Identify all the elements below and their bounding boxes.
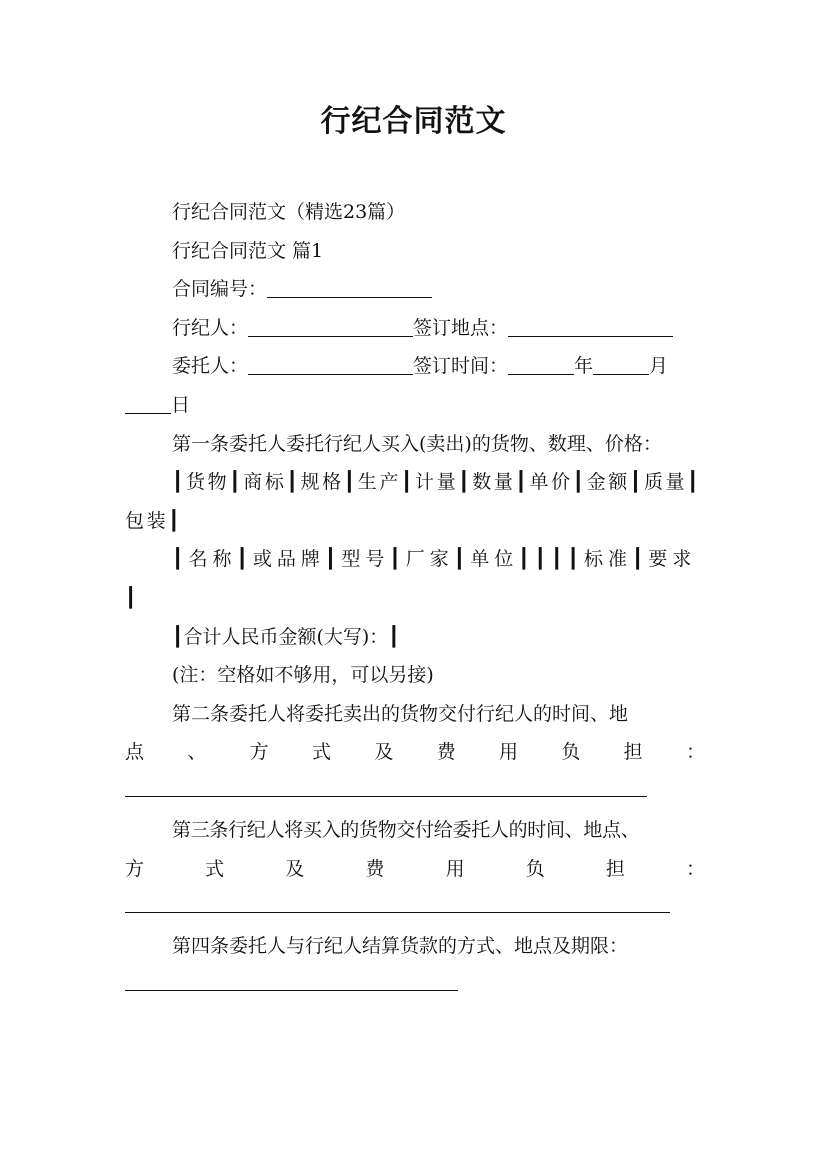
clause-4: 第四条委托人与行纪人结算货款的方式、地点及期限： — [172, 935, 629, 958]
table-row-total: ┃合计人民币金额(大写)：┃ — [172, 625, 400, 648]
principal-line — [125, 347, 705, 386]
day-blank — [125, 391, 171, 414]
document-body — [125, 193, 705, 1005]
sign-place-label: 签订地点： — [413, 316, 509, 339]
clause-2: 第二条委托人将委托卖出的货物交付行纪人的时间、地 — [172, 702, 629, 725]
intro-line: 行纪合同范文（精选23篇） — [172, 201, 406, 223]
clause-2-blank — [125, 776, 647, 797]
clause-3-continued: 方式及费用负担： — [125, 857, 705, 880]
note-line: (注：空格如不够用，可以另接) — [172, 664, 434, 687]
principal-blank — [248, 352, 413, 375]
sign-place-blank — [508, 314, 673, 337]
day-label: 日 — [171, 393, 191, 416]
table-row-header: ┃货物┃商标┃规格┃生产┃计量┃数量┃单价┃金额┃质量┃包装┃ — [125, 471, 702, 532]
month-label: 月 — [649, 355, 669, 378]
contract-number-blank — [267, 275, 432, 298]
document-title: 行纪合同范文 — [320, 104, 507, 139]
day-line — [125, 386, 705, 425]
clause-1: 第一条委托人委托行纪人买入(卖出)的货物、数理、价格： — [172, 432, 662, 455]
clause-3-blank — [125, 892, 670, 913]
clause-2-continued: 点、方式及费用负担： — [125, 741, 705, 764]
agent-label: 行纪人： — [172, 316, 249, 339]
clause-3: 第三条行纪人将买入的货物交付给委托人的时间、地点、 — [172, 818, 640, 841]
month-blank — [593, 352, 649, 375]
sign-time-label: 签订时间： — [413, 355, 509, 378]
clause-4-blank — [125, 970, 458, 991]
principal-label: 委托人： — [172, 355, 249, 378]
agent-line — [125, 309, 705, 348]
agent-blank — [248, 314, 413, 337]
table-row-subheader: ┃名称┃或品牌┃型号┃厂家┃单位┃┃┃┃标准┃要求┃ — [125, 548, 697, 609]
contract-number-label: 合同编号： — [172, 278, 268, 301]
section-heading: 行纪合同范文 篇1 — [172, 239, 324, 262]
contract-number-line — [125, 270, 705, 309]
year-blank — [508, 352, 574, 375]
year-label: 年 — [574, 355, 594, 378]
